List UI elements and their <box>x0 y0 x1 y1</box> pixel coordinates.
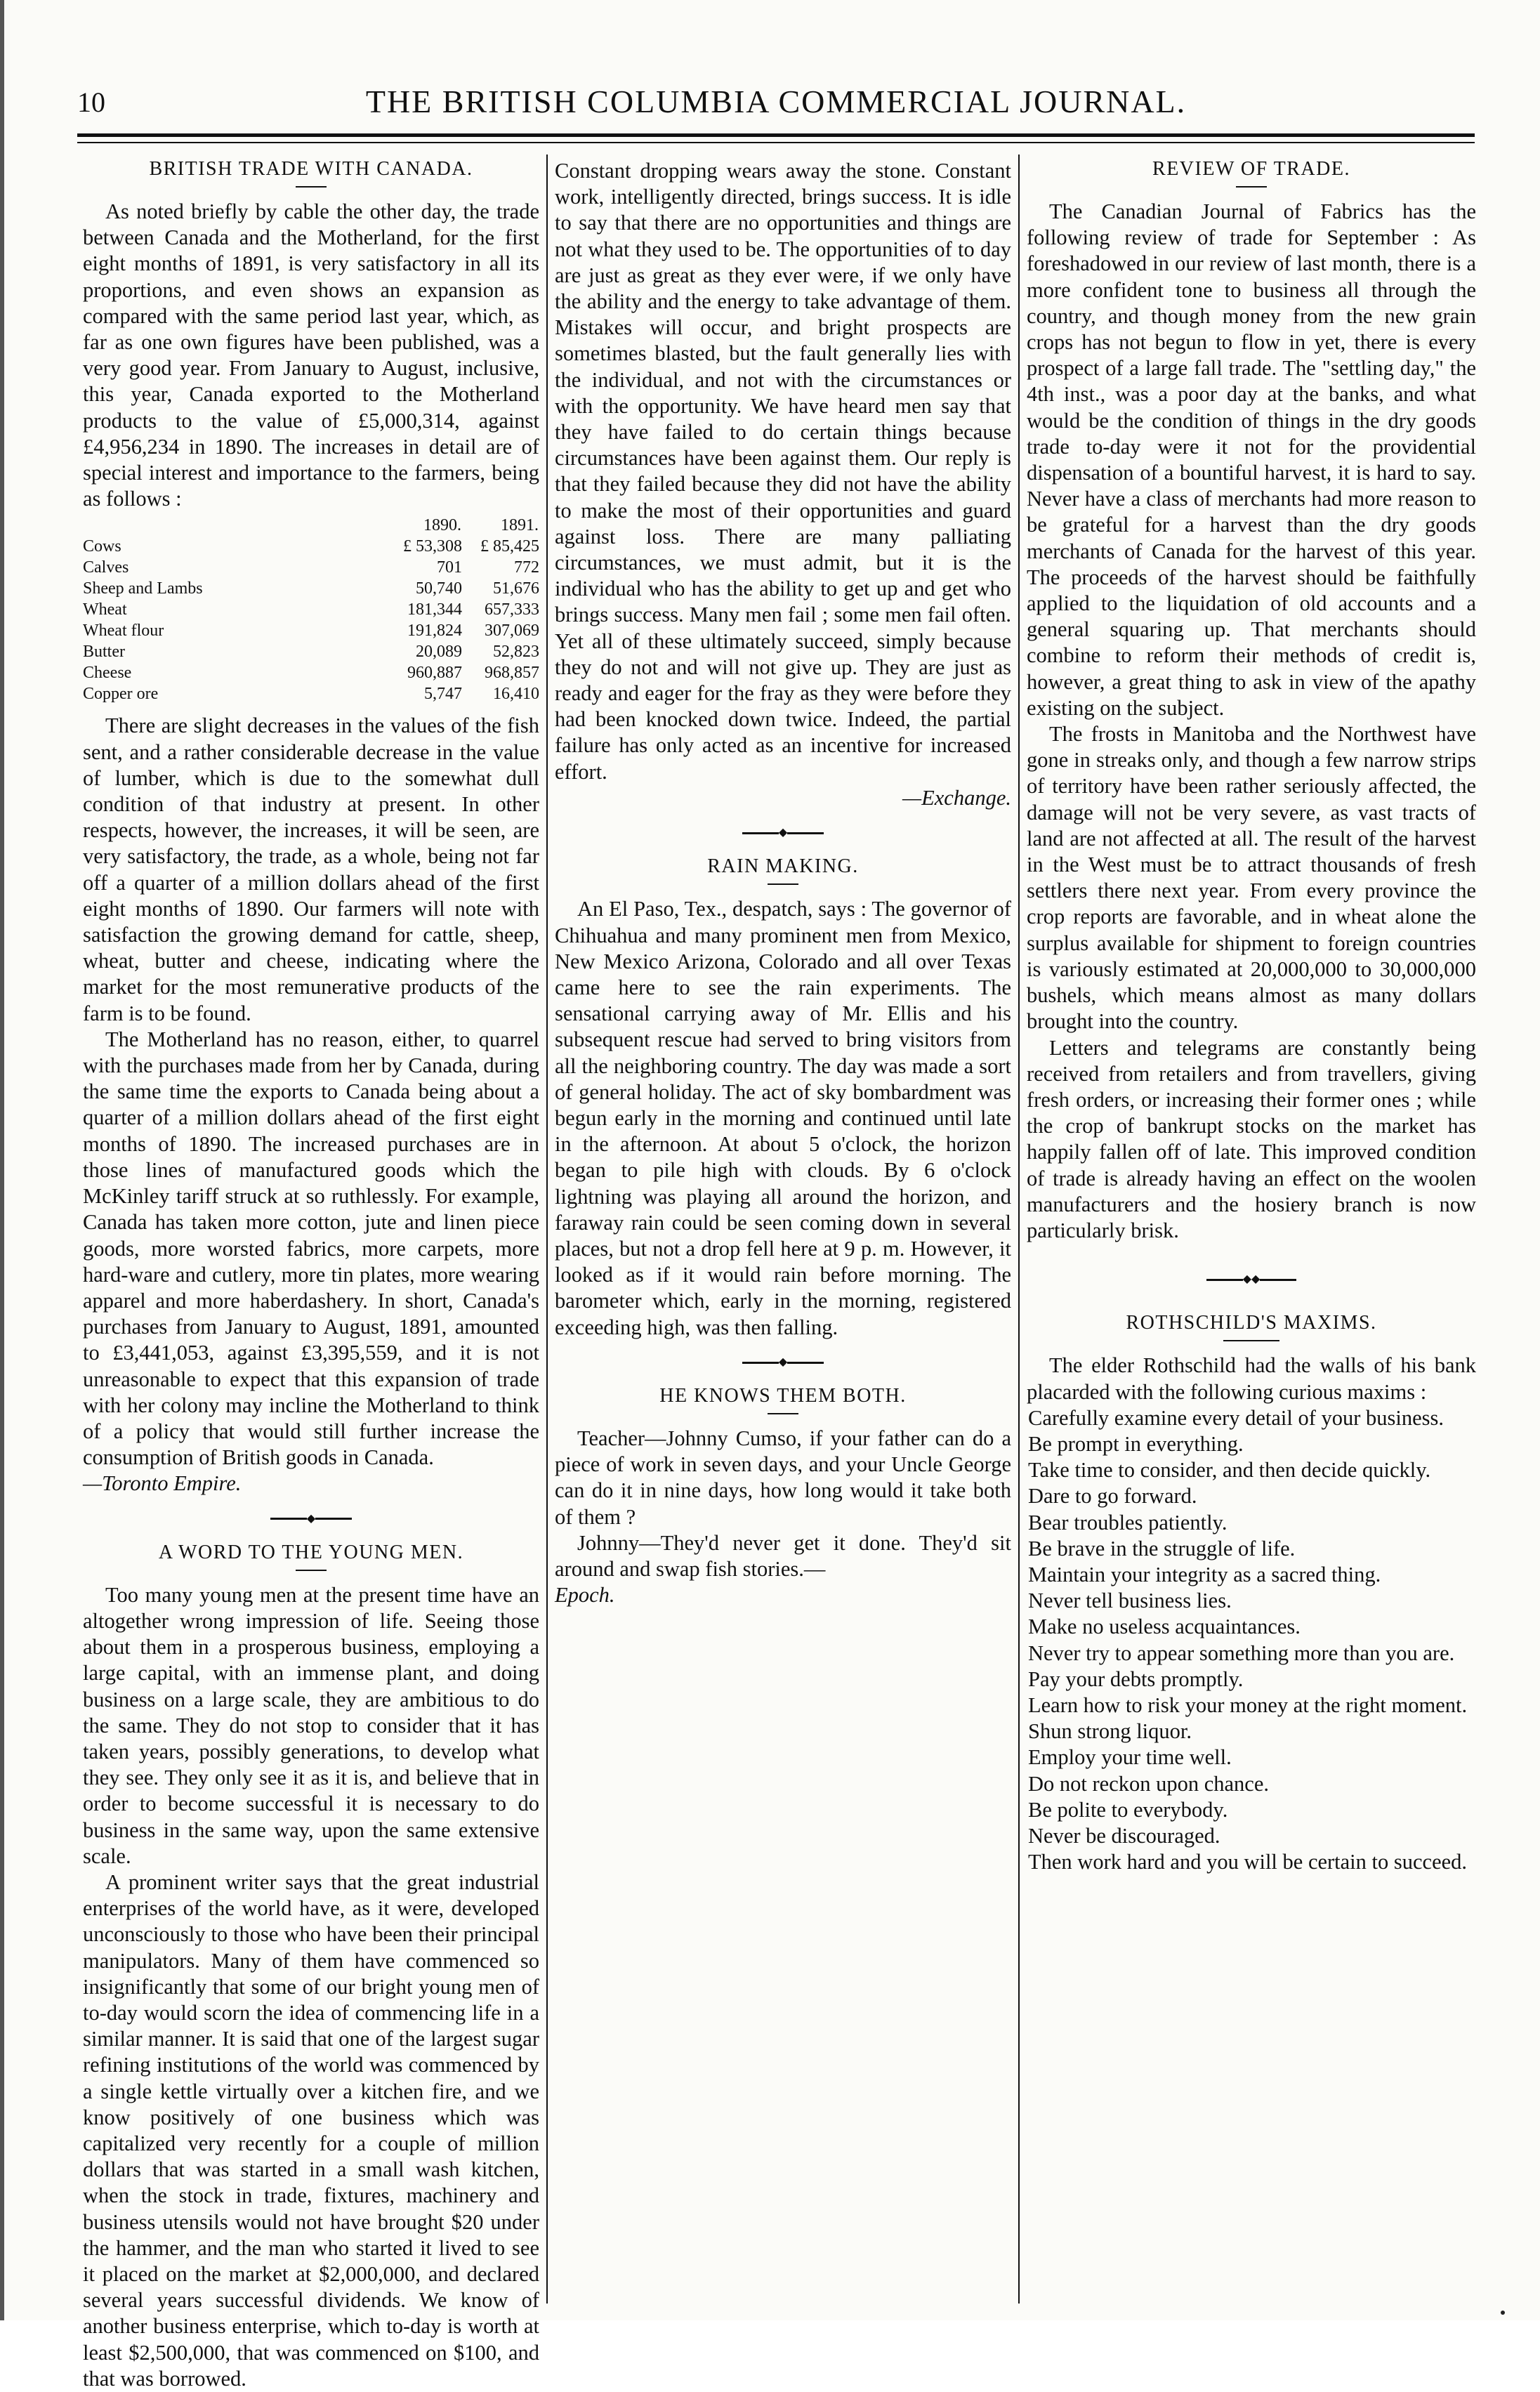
table-cell-value: 191,824 <box>407 622 462 640</box>
table-cell-value: 657,333 <box>485 600 539 619</box>
table-row <box>83 536 539 557</box>
header-rule-thin <box>77 142 1475 143</box>
column-divider-2 <box>1018 155 1020 2304</box>
table-header-row <box>83 515 539 536</box>
heading-dash <box>296 1570 327 1571</box>
article-paragraph: The elder Rothschild had the walls of his bank placarded with the following curious maxims : <box>1027 1353 1476 1404</box>
table-cell-item: Wheat <box>83 600 127 619</box>
column-2 <box>555 158 1011 2300</box>
table-cell-value: 52,823 <box>493 643 539 662</box>
article-heading-rain-making: RAIN MAKING. <box>707 855 859 878</box>
maxims-list <box>1027 1405 1476 1876</box>
table-row <box>83 620 539 641</box>
table-row <box>83 641 539 662</box>
article-source: —Toronto Empire. <box>83 1471 242 1496</box>
article-paragraph: Letters and telegrams are constantly being received from retailers and from travellers, giving fresh orders, or increasing their former ones ; while the crop of bankrupt stocks on the market has happily fallen off of late. This improved condition of trade is already having an effect on the woolen manufacturers and the hosiery branch is now particularly brisk. <box>1027 1035 1476 1242</box>
table-cell-item: Butter <box>83 643 125 662</box>
table-cell-value: 307,069 <box>485 622 539 640</box>
heading-dash <box>1236 186 1267 188</box>
table-cell-value: £ 85,425 <box>480 537 539 556</box>
table-cell-item: Cows <box>83 537 121 556</box>
article-heading-young-men: A WORD TO THE YOUNG MEN. <box>158 1541 464 1563</box>
table-column-header: 1890. <box>423 516 461 535</box>
table-row <box>83 578 539 599</box>
table-cell-value: 960,887 <box>407 664 462 683</box>
maxim-item: Be polite to everybody. <box>1028 1797 1228 1822</box>
table-cell-value: £ 53,308 <box>403 537 462 556</box>
maxim-item: Employ your time well. <box>1028 1745 1232 1770</box>
table-cell-value: 701 <box>437 558 462 577</box>
maxim-item: Learn how to risk your money at the right moment. <box>1028 1693 1468 1718</box>
article-heading-british-trade: BRITISH TRADE WITH CANADA. <box>149 158 473 180</box>
section-ornament: ◆ <box>737 828 829 837</box>
table-row <box>83 662 539 683</box>
maxim-item: Never try to appear something more than you are. <box>1028 1641 1455 1665</box>
article-paragraph: Constant dropping wears away the stone. Constant work, intelligently directed, brings success. It is idle to say that there are no opportunities and things are not what they used to be. The opportunities of to day are just as great as they ever were, if we only have the ability and the energy to take advantage of them. Mistakes will occur, and bright prospects are sometimes blasted, but the fault generally lies with the individual, and not with the circumstances or with the opportunity. We have heard men say that they have failed to do certain things because circumstances have been against them. Our reply is that they failed because they did not have the ability to make the most of their opportunities and guard against loss. There are many palliating circumstances, we must admit, but it is the individual who has the ability to get up and get who brings success. Many men fail ; some men fail often. Yet all of these ultimately succeed, simply because they do not and will not give up. They are just as ready and eager for the fray as they were before they had been knocked down twice. Indeed, the partial failure has only acted as an incentive for increased effort. <box>555 159 1011 784</box>
maxim-item: Take time to consider, and then decide quickly. <box>1028 1458 1431 1483</box>
heading-dash <box>768 1413 798 1414</box>
article-paragraph: Johnny—They'd never get it done. They'd sit around and swap fish stories.— <box>555 1530 1011 1582</box>
table-column-header: 1891. <box>501 516 539 535</box>
article-paragraph: As noted briefly by cable the other day, the trade between Canada and the Motherland, for the first eight months of 1891, is very satisfactory in all its proportions, and even shows an expansion as compared with the same period last year, which, as far as one own figures have been published, was a very good year. From January to August, inclusive, this year, Canada exported to the Motherland products to the value of £5,000,314, against £4,956,234 in 1890. The increases in detail are of special interest and importance to the farmers, being as follows : <box>83 199 539 511</box>
column-1 <box>83 158 539 2391</box>
table-cell-item: Sheep and Lambs <box>83 579 203 598</box>
journal-title: THE BRITISH COLUMBIA COMMERCIAL JOURNAL. <box>365 84 1187 119</box>
article-paragraph: The Canadian Journal of Fabrics has the following review of trade for September : As foreshadowed in our review of last month, there is a more confident tone to business all through the country, and though money from the new grain crops has not begun to flow in yet, there is every prospect of a large fall trade. The "settling day," the 4th inst., was a poor day at the banks, and what would be the condition of things in the dry goods trade to-day were it not for the providential dispensation of a bountiful harvest, it is hard to say. Never have a class of merchants had more reason to be grateful for a harvest than the dry goods merchants of Canada for the harvest of this year. The proceeds of the harvest should be faithfully applied to the liquidation of old accounts and a general squaring up. That merchants should combine to reform their methods of credit is, however, a great thing to ask in view of the apathy existing on the subject. <box>1027 199 1476 720</box>
maxim-item: Be brave in the struggle of life. <box>1028 1536 1296 1560</box>
header-rule-thick <box>77 133 1475 137</box>
maxim-item: Then work hard and you will be certain to succeed. <box>1028 1850 1468 1874</box>
maxim-item: Be prompt in everything. <box>1028 1431 1244 1456</box>
table-cell-value: 50,740 <box>416 579 462 598</box>
maxim-item: Make no useless acquaintances. <box>1028 1615 1301 1639</box>
article-paragraph: Teacher—Johnny Cumso, if your father can do a piece of work in seven days, and your Uncle George can do it in nine days, how long would it take both of them ? <box>555 1426 1011 1529</box>
table-cell-value: 968,857 <box>485 664 539 683</box>
maxim-item: Do not reckon upon chance. <box>1028 1771 1270 1796</box>
maxim-item: Maintain your integrity as a sacred thing. <box>1028 1563 1381 1586</box>
column-divider-1 <box>546 155 548 2304</box>
page-number: 10 <box>77 86 105 118</box>
page-header <box>77 83 1475 125</box>
table-cell-value: 16,410 <box>493 685 539 704</box>
table-cell-item: Wheat flour <box>83 622 164 640</box>
table-cell-value: 51,676 <box>493 579 539 598</box>
article-paragraph: Too many young men at the present time have an altogether wrong impression of life. Seeing those about them in a prosperous business, employing a large capital, with an immense plant, and doing business on a large scale, they are ambitious to do the same. They do not stop to consider that it has taken years, possibly generations, to develop what they see. They only see it as it is, and believe that in order to become successful it is necessary to do business in the same way, upon the same extensive scale. <box>83 1582 539 1868</box>
article-paragraph: An El Paso, Tex., despatch, says : The governor of Chihuahua and many prominent men from Mexico, New Mexico Arizona, Colorado and all over Texas came here to see the rain experiments. The sensational carrying away of Mr. Ellis and his subsequent rescue had served to bring visitors from all the neighboring country. The day was made a sort of general holiday. The act of sky bombardment was begun early in the morning and continued until late in the afternoon. At about 5 o'clock, the horizon began to pile high with clouds. By 6 o'clock lightning was playing all around the horizon, and faraway rain could be seen coming down in several places, but not a drop fell here at 9 p. m. However, it looked as if it would rain before morning. The barometer which, early in the morning, registered exceeding high, was then falling. <box>555 897 1011 1339</box>
table-cell-item: Copper ore <box>83 685 159 704</box>
heading-dash <box>768 883 798 885</box>
maxim-item: Never tell business lies. <box>1028 1589 1232 1613</box>
maxim-item: Carefully examine every detail of your business. <box>1028 1405 1444 1430</box>
article-paragraph: The frosts in Manitoba and the Northwest have gone in streaks only, and though a few narrow strips of territory have been rather seriously affected, the damage will not be very severe, as vast tracts of land are not affected at all. The result of the harvest in the West must be to attract thousands of fresh settlers there next year. From every province the crop reports are favorable, and in wheat alone the surplus available for shipment to foreign countries is variously estimated at 20,000,000 to 30,000,000 bushels, which means almost as many dollars brought into the country. <box>1027 722 1476 1034</box>
article-source: —Exchange. <box>902 785 1011 810</box>
table-row <box>83 599 539 620</box>
trade-statistics-table <box>83 515 539 704</box>
maxim-item: Shun strong liquor. <box>1028 1719 1192 1744</box>
table-cell-value: 20,089 <box>416 643 462 662</box>
article-heading-rothschild: ROTHSCHILD'S MAXIMS. <box>1126 1312 1377 1334</box>
maxim-item: Pay your debts promptly. <box>1028 1667 1244 1691</box>
article-paragraph: A prominent writer says that the great industrial enterprises of the world have, as it were, developed unconsciously to those who have been their principal manipulators. Many of them have commenced so insignificantly that some of our bright young men of to-day would scorn the idea of commencing life in a similar manner. It is said that one of the largest sugar refining institutions of the world was commenced by a single kettle virtually over a kitchen fire, and we know positively of one business which was capitalized very recently for a couple of million dollars that was started in a small wash kitchen, when the stock in trade, fixtures, machinery and business utensils would not have brought $20 under the hammer, and the man who started it lived to see it placed on the market at $2,000,000, and declared several years successful dividends. We know of another business enterprise, which to-day is worth at least $2,500,000, that was commenced on $100, and that was borrowed. <box>83 1870 539 2391</box>
page-binding-edge <box>0 0 4 2320</box>
table-cell-value: 181,344 <box>407 600 462 619</box>
table-cell-item: Calves <box>83 558 129 577</box>
heading-dash <box>1223 1340 1279 1341</box>
article-heading-knows-them-both: HE KNOWS THEM BOTH. <box>659 1385 907 1407</box>
maxim-item: Dare to go forward. <box>1028 1484 1197 1509</box>
article-paragraph: There are slight decreases in the values of the fish sent, and a rather considerable decrease in the value of lumber, which is due to the somewhat dull condition of that industry at present. In other respects, however, the increases, it will be seen, are very satisfactory, the trade, as a whole, being not far off a quarter of a million dollars ahead of the first eight months of 1890. Our farmers will note with satisfaction the growing demand for cattle, sheep, wheat, butter and cheese, indicating where the market for the most remunerative products of the farm is to be found. <box>83 714 539 1025</box>
table-row <box>83 683 539 704</box>
section-ornament: ◆ <box>737 1358 829 1367</box>
heading-dash <box>296 186 327 188</box>
section-ornament: ◆ <box>265 1514 357 1523</box>
section-ornament: ◆◆ <box>1206 1275 1297 1284</box>
maxim-item: Never be discouraged. <box>1028 1824 1220 1848</box>
article-heading-review-of-trade: REVIEW OF TRADE. <box>1152 158 1350 180</box>
table-row <box>83 557 539 578</box>
table-cell-value: 772 <box>514 558 539 577</box>
maxim-item: Bear troubles patiently. <box>1028 1510 1228 1535</box>
print-speck <box>1501 2311 1505 2315</box>
column-3 <box>1027 158 1476 2307</box>
article-source: Epoch. <box>555 1583 615 1608</box>
article-paragraph: The Motherland has no reason, either, to quarrel with the purchases made from her by Canada, during the same time the exports to Canada being about a quarter of a million dollars ahead of the first eight months of 1890. The increased purchases are in those lines of manufactured goods which the McKinley tariff struck at so ruthlessly. For example, Canada has taken more cotton, jute and linen piece goods, more worsted fabrics, more carpets, more hard-ware and cutlery, more tin plates, more wearing apparel and more haberdashery. In short, Canada's purchases from January to August, 1891, amounted to £3,441,053, against £3,395,559, and it is not unreasonable to expect that this expansion of trade with her colony may incline the Motherland to think of a policy that would still further increase the consumption of British goods in Canada. <box>83 1027 539 1470</box>
table-cell-item: Cheese <box>83 664 132 683</box>
table-cell-value: 5,747 <box>424 685 462 704</box>
